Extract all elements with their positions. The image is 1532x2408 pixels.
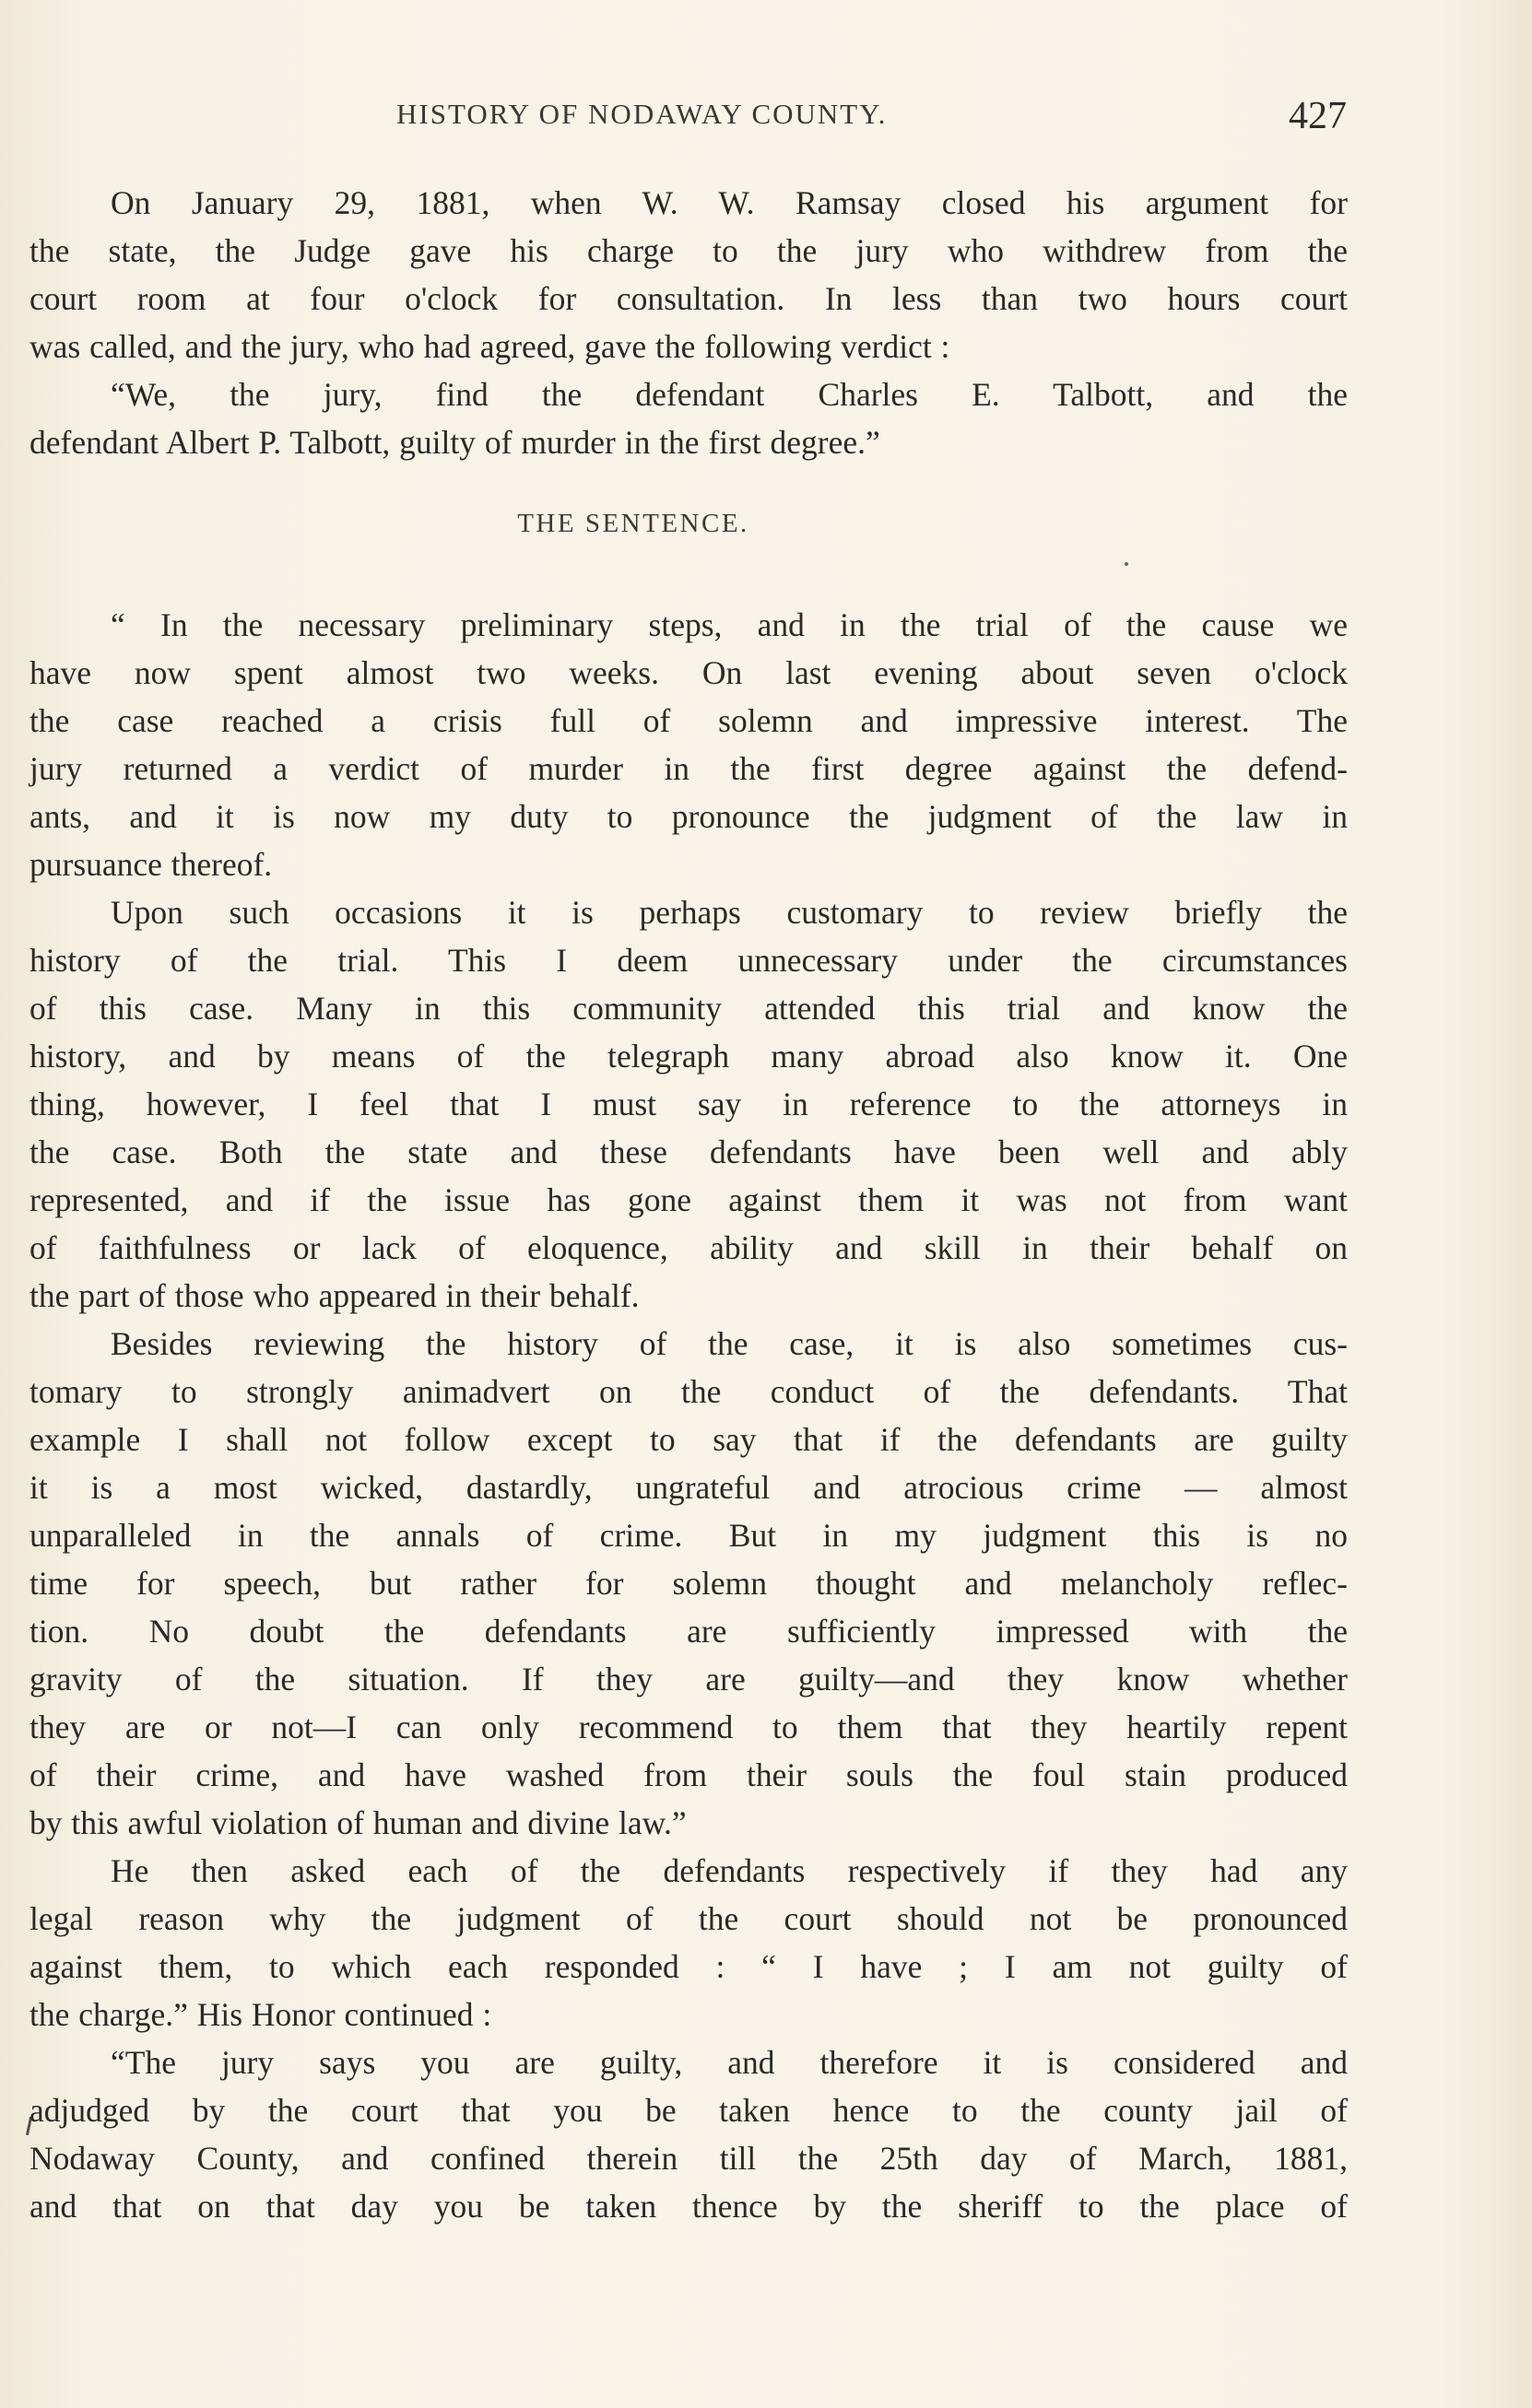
section-heading: THE SENTENCE. [517,509,749,538]
text-line: history, and by means of the telegraph many abroad also know it. One [29,1038,1348,1075]
text-line: ants, and it is now my duty to pronounce the judgment of the law in [29,798,1348,835]
text-line: “The jury says you are guilty, and therefore it is considered and [111,2044,1348,2081]
text-line: they are or not—I can only recommend to them that they heartily repent [29,1709,1348,1745]
text-line: gravity of the situation. If they are guilty—and they know whether [29,1661,1348,1697]
text-line: the charge.” His Honor continued : [29,1996,492,2033]
text-line: time for speech, but rather for solemn thought and melancholy reflec- [29,1565,1348,1602]
text-line: of their crime, and have washed from their souls the foul stain produced [29,1756,1348,1793]
text-line: example I shall not follow except to say that if the defendants are guilty [29,1421,1348,1458]
text-line: was called, and the jury, who had agreed, gave the following verdict : [29,328,950,365]
text-line: it is a most wicked, dastardly, ungrateful and atrocious crime — almost [29,1469,1348,1506]
text-line: legal reason why the judgment of the court should not be pronounced [29,1900,1348,1937]
text-line: unparalleled in the annals of crime. But in my judgment this is no [29,1517,1348,1554]
text-line: “ In the necessary preliminary steps, and in the trial of the cause we [111,606,1348,643]
text-line: represented, and if the issue has gone against them it was not from want [29,1181,1348,1218]
page-number: 427 [1289,95,1347,137]
running-head [28,92,1364,147]
text-line: Upon such occasions it is perhaps customary to review briefly the [111,894,1348,931]
text-line: court room at four o'clock for consultation. In less than two hours court [29,280,1348,317]
text-line: history of the trial. This I deem unnecessary under the circumstances [29,942,1348,979]
running-title: HISTORY OF NODAWAY COUNTY. [396,98,888,130]
text-line: of faithfulness or lack of eloquence, ability and skill in their behalf on [29,1229,1348,1266]
text-line: adjudged by the court that you be taken hence to the county jail of [29,2092,1348,2129]
text-line: He then asked each of the defendants respectively if they had any [111,1852,1348,1889]
text-line: defendant Albert P. Talbott, guilty of murder in the first degree.” [29,424,880,461]
text-line: the case. Both the state and these defendants have been well and ably [29,1134,1348,1170]
spacer [29,562,1348,601]
text-line: of this case. Many in this community attended this trial and know the [29,990,1348,1027]
page-text [29,179,1348,2230]
text-line: the state, the Judge gave his charge to the jury who withdrew from the [29,232,1348,269]
text-line: Besides reviewing the history of the case, it is also sometimes cus- [111,1325,1348,1362]
text-line: Nodaway County, and confined therein till the 25th day of March, 1881, [29,2140,1348,2177]
text-line: against them, to which each responded : “ I have ; I am not guilty of [29,1948,1348,1985]
text-line: tomary to strongly animadvert on the conduct of the defendants. That [29,1373,1348,1410]
text-line: the part of those who appeared in their behalf. [29,1277,640,1314]
text-line: jury returned a verdict of murder in the first degree against the defend- [29,750,1348,787]
text-line: pursuance thereof. [29,846,273,883]
text-line: have now spent almost two weeks. On last evening about seven o'clock [29,654,1348,691]
text-line: “We, the jury, find the defendant Charles E. Talbott, and the [111,376,1348,413]
text-line: thing, however, I feel that I must say in reference to the attorneys in [29,1086,1348,1122]
text-line: tion. No doubt the defendants are sufficiently impressed with the [29,1613,1348,1650]
text-line: by this awful violation of human and divine law.” [29,1804,687,1841]
text-line: On January 29, 1881, when W. W. Ramsay closed his argument for [111,184,1348,221]
text-line: the case reached a crisis full of solemn and impressive interest. The [29,702,1348,739]
text-line: and that on that day you be taken thence by the sheriff to the place of [29,2188,1348,2225]
